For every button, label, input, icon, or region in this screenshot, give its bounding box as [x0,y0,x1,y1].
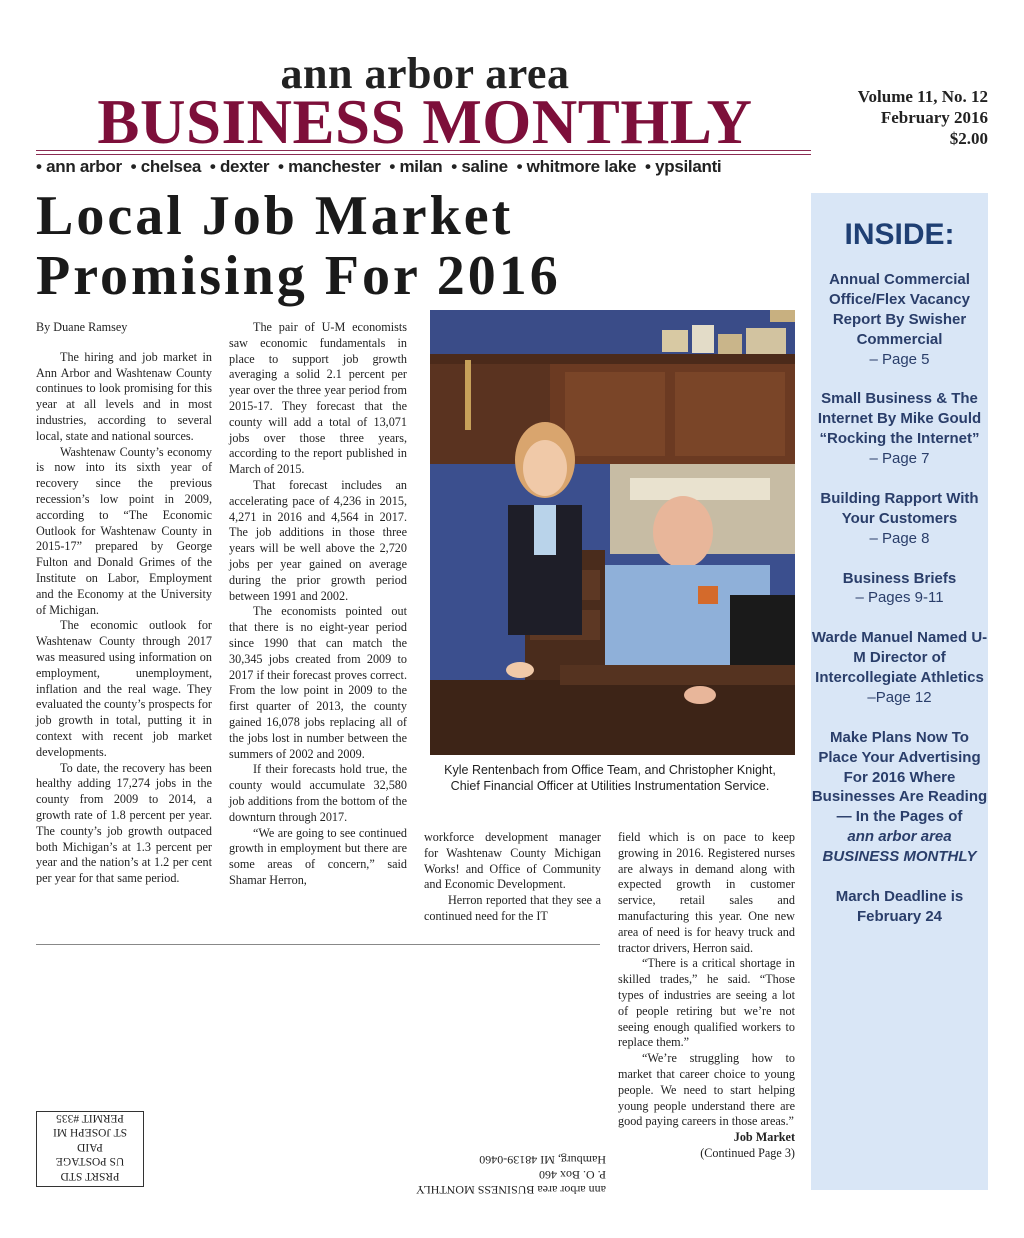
postal-line: ST JOSEPH MI [53,1126,127,1139]
inside-item-page: – Pages 9-11 [855,589,944,607]
inside-item-page: – Page 5 [869,350,930,368]
continued-note [618,1130,795,1162]
photo-caption [424,762,796,794]
town-bullet: • [205,157,220,176]
inside-item-deadline [811,887,988,927]
article-byline: By Duane Ramsey [36,320,128,334]
postal-line: PRSRT STD [60,1170,120,1182]
inside-item-page: – Page 8 [869,529,930,547]
section-divider [36,944,600,945]
article-column-2 [229,320,407,889]
issue-date: February 2016 [880,108,988,127]
masthead-title: BUSINESS MONTHLY [97,87,753,157]
postal-line: US POSTAGE [55,1155,125,1168]
article-paragraph: The economic outlook for Washtenaw County through 2017 was measured using information on employment, unemployment, inflation and the real wage. They evaluated the county’s prospects for job growth in total, putting it in context with recent job market developments. [36,618,212,759]
article-photo [430,310,795,755]
town-item: saline [461,157,508,176]
town-list [36,157,816,177]
town-item: ypsilanti [655,157,722,176]
article-paragraph: Washtenaw County’s economy is now into its sixth year of recovery since the previous recession’s low point in 2009, according to “The Economic Outlook for Washtenaw County in 2015-17” prepared by George Fulton and Donald Grimes of the Institute on Labor, Employment and the Economy at the University of Michigan. [36,444,212,617]
inside-item [811,489,988,549]
inside-item [811,569,988,609]
town-item: ann arbor [46,157,122,176]
inside-item-title: March Deadline is February 24 [835,888,964,925]
town-item: dexter [219,157,270,176]
inside-item [811,389,988,469]
continued-page: (Continued Page 3) [700,1145,795,1160]
article-paragraph: If their forecasts hold true, the county would accumulate 32,580 job additions from the bottom of the downturn through 2017. [229,762,407,824]
town-item: whitmore lake [526,157,637,176]
photo-caption-line-1: Kyle Rentenbach from Office Team, and Christopher Knight, [444,763,776,777]
article-paragraph: To date, the recovery has been healthy adding 17,274 jobs in the county from 2009 to 2014, a growth rate of 1.8 percent per year. The county’s job growth outpaced both Michigan’s at 1.3 percent per year and the nation’s at 1.2 per cent per year for that same period. [36,760,212,886]
inside-title: INSIDE: [844,218,955,251]
article-headline [36,186,796,306]
inside-item-title: Make Plans Now To Place Your Advertising For 2016 Where Businesses Are Reading— In the Pages of [811,728,988,826]
town-bullet: • [640,157,656,176]
postal-indicia [36,1111,144,1187]
town-bullet: • [36,157,47,176]
article-column-4 [618,830,795,1162]
issue-price: $2.00 [949,129,988,148]
town-bullet: • [273,157,289,176]
issue-info [858,86,988,149]
publication-name-top: ann arbor area [847,828,952,846]
masthead-rule-2 [36,154,811,155]
article-column-3 [424,830,601,925]
inside-item [811,628,988,708]
photo-caption-line-2: Chief Financial Officer at Utilities Instrumentation Service. [450,779,770,793]
town-bullet: • [126,157,141,176]
article-paragraph: field which is on pace to keep growing in 2016. Registered nurses are always in demand along with expected growth in customer service, retail sales and manufacturing this year. One new area of need is for heavy truck and tractor drivers, Herron said. [618,830,795,955]
article-paragraph: “We’re struggling how to market that career choice to young people. We need to start helping young people understand there are good paying careers in those areas.” [618,1051,795,1129]
article-column-1 [36,320,212,887]
article-paragraph: “There is a critical shortage in skilled trades,” he said. “Those types of industries are seeing a lot of people retiring but we’re not seeing enough qualified workers to replace them.” [618,956,795,1050]
publication-name-main: BUSINESS MONTHLY [822,848,977,866]
article-paragraph: workforce development manager for Washtenaw County Michigan Works! and Office of Community and Economic Development. [424,830,601,892]
article-paragraph: “We are going to see continued growth in employment but there are some areas of concern,” said Shamar Herron, [229,825,407,887]
return-address-line: ann arbor area BUSINESS MONTHLY [415,1183,606,1197]
return-address-line: Hamburg, MI 48139-0460 [479,1153,606,1167]
town-bullet: • [512,157,527,176]
inside-item-page: –Page 12 [867,688,932,706]
inside-item-page: – Page 7 [869,450,930,468]
inside-item-title: Warde Manuel Named U-M Director of Intercollegiate Athletics [811,629,988,687]
inside-list [811,270,988,947]
return-address [396,1152,606,1197]
masthead-rule [36,150,811,151]
article-paragraph: The hiring and job market in Ann Arbor and Washtenaw County continues to look promising for this year at all levels and in most industries, according to several local, state and national sources. [36,349,212,443]
article-paragraph: The economists pointed out that there is no eight-year period since 1990 that can match the 30,345 jobs created from 2009 to 2017 if their forecast proves correct. From the low point in 2009 to the first quarter of 2013, the county gained 16,078 jobs replacing all of the jobs lost in number between the summers of 2002 and 2009. [229,604,407,761]
article-paragraph: The pair of U-M economists saw economic fundamentals in place to support job growth averaging a solid 2.1 percent per year over the three year period from 2015-17. They forecast that the county will add a total of 13,071 jobs over those three years, according to the report published in March of 2015. [229,320,407,477]
masthead-top-line: ann arbor area [280,49,570,98]
inside-item-ad [811,728,988,867]
postal-line: PAID [77,1141,103,1153]
town-item: milan [399,157,443,176]
town-bullet: • [446,157,462,176]
inside-item-title: Small Business & The Internet By Mike Gould “Rocking the Internet” [817,390,982,448]
continued-title: Job Market [733,1130,795,1145]
inside-item-title: Annual Commercial Office/Flex Vacancy Report By Swisher Commercial [829,271,970,348]
return-address-line: P. O. Box 460 [538,1168,606,1182]
town-item: chelsea [140,157,201,176]
town-item: manchester [288,157,381,176]
article-paragraph: That forecast includes an accelerating pace of 4,236 in 2015, 4,271 in 2016 and 4,564 in 2017. The job additions in those three years will be well above the 2,720 jobs per year gained on average during the prior growth period between 1991 and 2002. [229,477,407,603]
inside-item-title: Building Rapport With Your Customers [820,489,979,527]
town-bullet: • [384,157,400,176]
article-paragraph: Herron reported that they see a continued need for the IT [424,893,601,923]
office-photo-illustration [430,310,795,755]
headline-line-1: Local Job Market [36,185,514,247]
headline-line-2: Promising For 2016 [36,245,561,307]
inside-item [811,270,988,370]
inside-item-title: Business Briefs [842,569,957,587]
postal-line: PERMIT #335 [56,1112,124,1124]
issue-volume: Volume 11, No. 12 [857,87,988,106]
